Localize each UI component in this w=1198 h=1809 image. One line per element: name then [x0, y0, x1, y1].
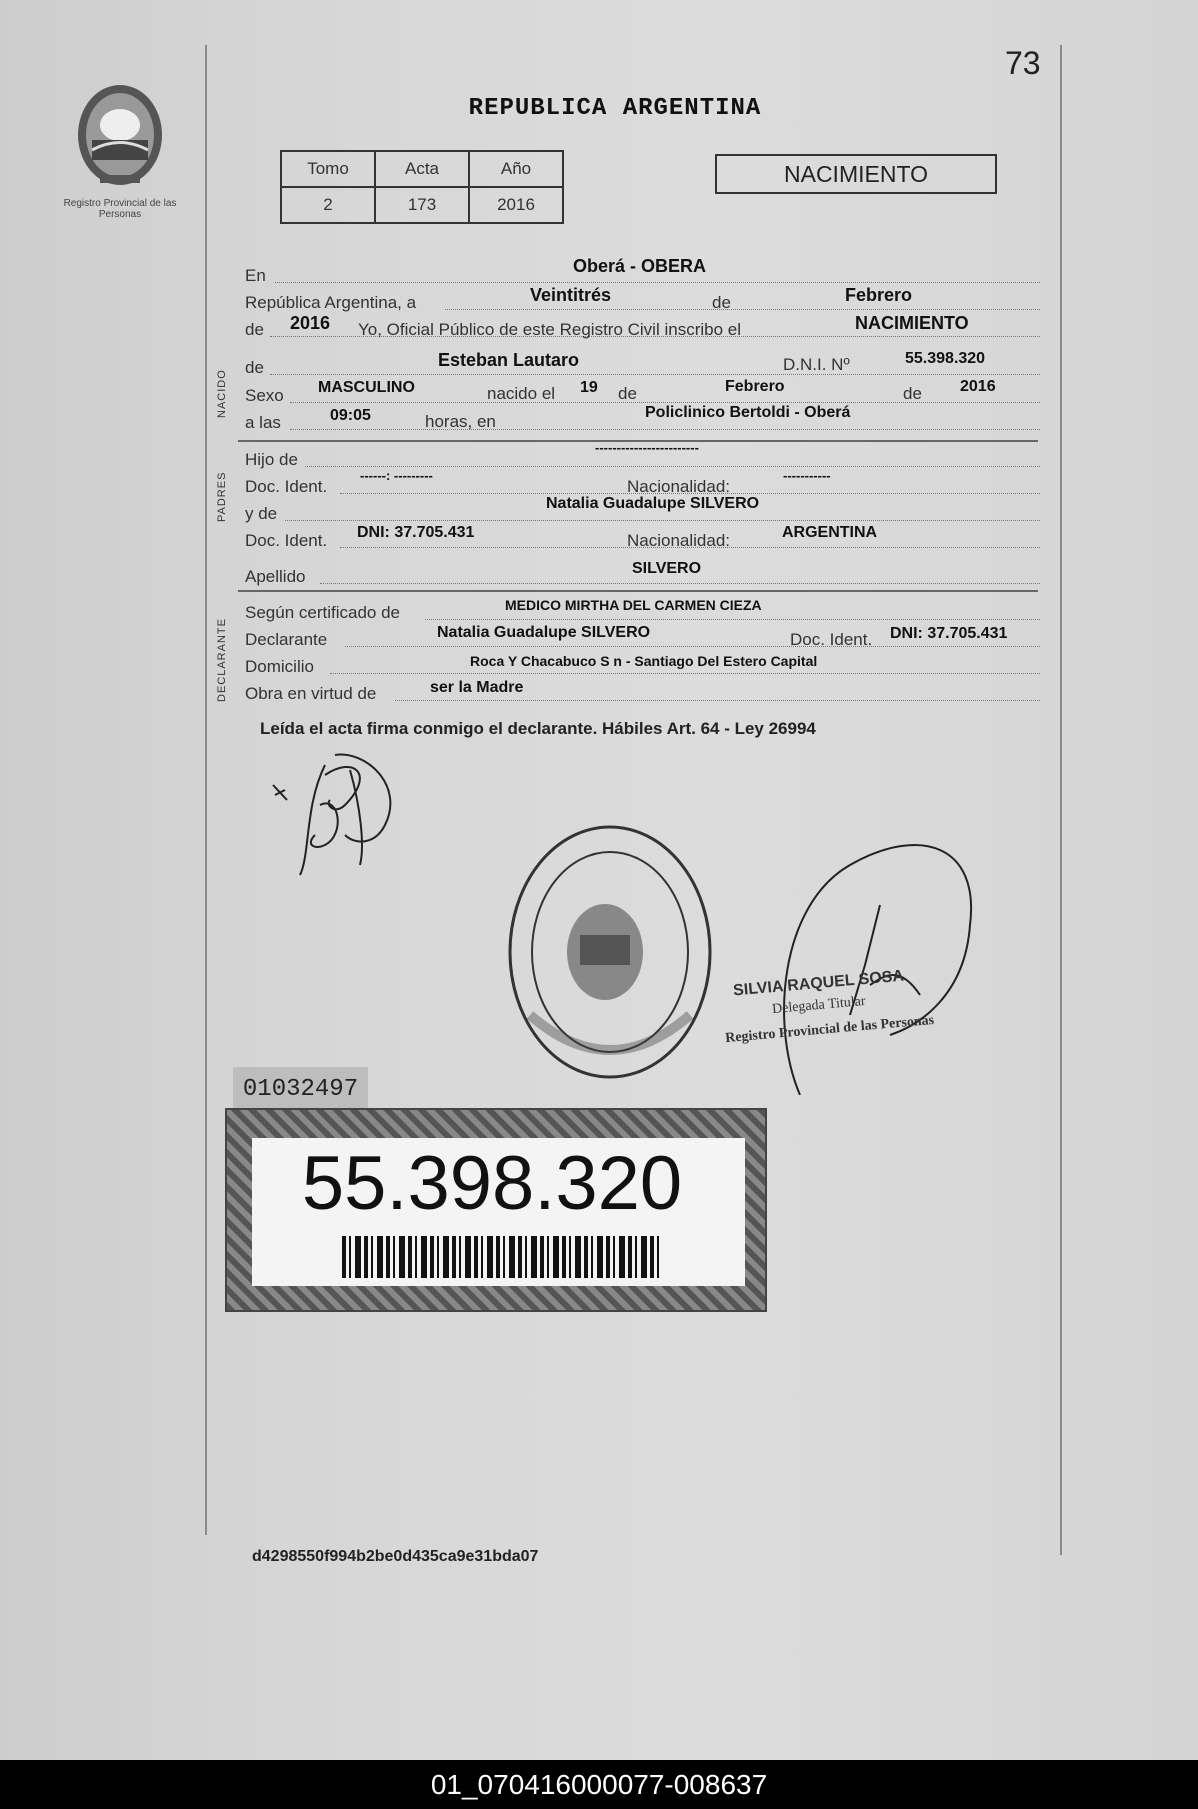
- dotted-line: [285, 520, 1040, 521]
- side-label-declarante: DECLARANTE: [216, 618, 228, 702]
- officer-role: Delegada Titular: [771, 993, 867, 1018]
- father-name: ------------------------: [595, 440, 699, 455]
- dotted-line: [270, 374, 1040, 375]
- day-value: Veintitrés: [530, 285, 612, 305]
- side-label-padres: PADRES: [216, 471, 228, 522]
- child-name: Esteban Lautaro: [438, 350, 580, 370]
- id-number: 55.398.320: [301, 1141, 683, 1226]
- month-value: Febrero: [845, 285, 913, 305]
- de-label: de: [245, 358, 264, 377]
- table-header: Tomo: [281, 151, 375, 187]
- section-divider: [238, 590, 1038, 592]
- dotted-line: [395, 700, 1040, 701]
- table-cell: 2: [281, 187, 375, 223]
- document-hash: d4298550f994b2be0d435ca9e31bda07: [252, 1548, 539, 1565]
- official-stamp: [500, 815, 730, 1090]
- page-number: 73: [1005, 45, 1041, 81]
- declarant-signature: [265, 745, 425, 885]
- right-margin-line: [1060, 45, 1062, 1555]
- side-label-nacido: NACIDO: [216, 369, 228, 418]
- declarante-value: Natalia Guadalupe SILVERO: [437, 624, 651, 641]
- mother-name: Natalia Guadalupe SILVERO: [546, 495, 760, 512]
- security-label-inner: [252, 1138, 745, 1286]
- republica-label: República Argentina, a: [245, 293, 417, 312]
- sexo-value: MASCULINO: [318, 379, 415, 396]
- en-label: En: [245, 266, 266, 285]
- declarante-label: Declarante: [245, 630, 328, 649]
- mother-nationality: ARGENTINA: [782, 524, 878, 541]
- obra-value: ser la Madre: [430, 679, 524, 696]
- registry-logo: [70, 80, 170, 200]
- de-label: de: [618, 384, 637, 403]
- doc-ident-label: Doc. Ident.: [245, 531, 328, 550]
- segun-label: Según certificado de: [245, 603, 400, 622]
- dotted-line: [345, 646, 1040, 647]
- dotted-line: [290, 429, 1040, 430]
- father-doc: ------: ---------: [360, 468, 433, 483]
- table-cell: 173: [375, 187, 469, 223]
- certificado-value: MEDICO MIRTHA DEL CARMEN CIEZA: [505, 597, 762, 613]
- alas-label: a las: [245, 413, 281, 432]
- page-title: REPUBLICA ARGENTINA: [468, 95, 762, 122]
- dni-value: 55.398.320: [905, 350, 986, 367]
- yde-label: y de: [245, 504, 278, 523]
- birth-day: 19: [580, 379, 598, 396]
- de-label: de: [903, 384, 922, 403]
- birth-time: 09:05: [330, 407, 371, 424]
- dotted-line: [290, 402, 1040, 403]
- hijo-label: Hijo de: [245, 450, 298, 469]
- domicilio-label: Domicilio: [245, 657, 314, 676]
- nacido-label: nacido el: [487, 384, 556, 403]
- officer-name: SILVIA RAQUEL SOSA: [732, 967, 905, 1000]
- inscribo-value: NACIMIENTO: [855, 313, 969, 333]
- leida-statement: Leída el acta firma conmigo el declarante. Hábiles Art. 64 - Ley 26994: [260, 719, 816, 738]
- dotted-line: [425, 619, 1040, 620]
- declarante-doc: DNI: 37.705.431: [890, 625, 1008, 642]
- obra-label: Obra en virtud de: [245, 684, 377, 703]
- dotted-line: [275, 282, 1040, 283]
- dotted-line: [320, 583, 1040, 584]
- de-label: de: [245, 320, 264, 339]
- horas-label: horas, en: [425, 412, 496, 431]
- birth-year: 2016: [960, 378, 996, 395]
- father-nationality: -----------: [783, 468, 831, 483]
- oficial-text: Yo, Oficial Público de este Registro Civil inscribo el: [358, 320, 741, 339]
- serial-tag: 01032497: [233, 1067, 368, 1112]
- document-type-box: NACIMIENTO: [715, 154, 997, 194]
- table-header: Acta: [375, 151, 469, 187]
- birth-place: Policlinico Bertoldi - Oberá: [645, 404, 851, 421]
- nacionalidad-label: Nacionalidad:: [627, 477, 731, 496]
- logo-caption: Registro Provincial de las Personas: [63, 198, 177, 220]
- table-header: Año: [469, 151, 563, 187]
- apellido-label: Apellido: [245, 567, 306, 586]
- place-value: Oberá - OBERA: [573, 256, 707, 276]
- mother-doc: DNI: 37.705.431: [357, 524, 475, 541]
- doc-ident-label: Doc. Ident.: [790, 630, 873, 649]
- dni-label: D.N.I. Nº: [783, 355, 850, 374]
- security-label: [225, 1108, 767, 1312]
- table-cell: 2016: [469, 187, 563, 223]
- nacionalidad-label: Nacionalidad:: [627, 531, 731, 550]
- barcode: [342, 1236, 662, 1278]
- apellido-value: SILVERO: [632, 560, 702, 577]
- dotted-line: [305, 466, 1040, 467]
- sexo-label: Sexo: [245, 386, 284, 405]
- dotted-line: [445, 309, 1040, 310]
- left-margin-line: [205, 45, 207, 1535]
- birth-month: Febrero: [725, 378, 785, 395]
- file-id-footer: 01_070416000077-008637: [0, 1760, 1198, 1809]
- officer-office: Registro Provincial de las Personas: [724, 1012, 935, 1047]
- official-signature: [770, 825, 980, 1095]
- dotted-line: [330, 673, 1040, 674]
- domicilio-value: Roca Y Chacabuco S n - Santiago Del Estero Capital: [470, 653, 818, 669]
- year-value: 2016: [290, 313, 331, 333]
- de-label: de: [712, 293, 731, 312]
- doc-ident-label: Doc. Ident.: [245, 477, 328, 496]
- register-table: [280, 150, 564, 224]
